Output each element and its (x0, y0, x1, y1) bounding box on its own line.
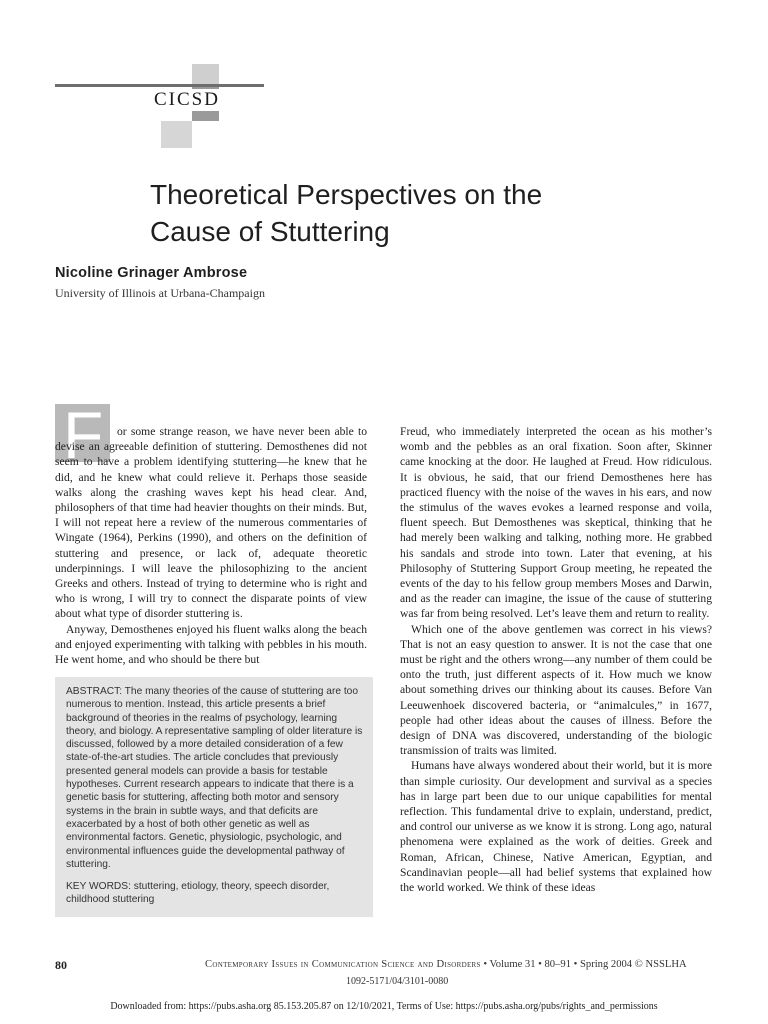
left-paragraph-1: or some strange reason, we have never been able to devise an agreeable definition of stuttering. Demosthenes did not seem to have a problem identifying stuttering—he knew that he did, and he knew what could relieve it. Perhaps those seaside walks along the crashing waves kept his head clear. And, philosophers of that time had heavier thoughts on their minds. But, I will not repeat here a review of the numerous commentaries of Wingate (1964), Perkins (1990), and others on the definition of stuttering and presence, or lack of, adequate theoretic underpinnings. I will leave the philosophizing to the ancient Greeks and others. Instead of trying to determine who is right and who is wrong, I will try to connect the disparate points of view about what type of disorder stuttering is. (55, 425, 367, 621)
journal-logo: CICSD (154, 89, 220, 110)
right-paragraph-1: Freud, who immediately interpreted the ocean as his mother’s womb and the pebbles as an oral fixation. Soon after, Skinner came knocking at the door. He laughed at Freud. How ridiculous. It is obvious, he said, that our friend Demosthenes here has practiced fluency with the noise of the waves in his ears, and now the stimulus of the waves evokes a learned response and voila, fluent speech. But Demosthenes was skeptical, thinking that he had merely been walking and talking, nothing more. He grabbed his sandals and strode into town. Later that evening, at his Philosophy of Stuttering Support Group meeting, he repeated the events of the day to his fellow group members Moses and Darwin, and as the reader can imagine, the issue of the cause of stuttering was far from being resolved. Let’s leave them and return to reality. (400, 425, 712, 621)
page-number: 80 (55, 958, 67, 972)
article-title-line-2: Cause of Stuttering (150, 216, 390, 247)
logo-square-top (192, 64, 219, 86)
author-name: Nicoline Grinager Ambrose (55, 265, 248, 281)
journal-citation (205, 959, 687, 970)
article-title-line-1: Theoretical Perspectives on the (150, 179, 543, 210)
issn: 1092-5171/04/3101-0080 (346, 976, 449, 987)
right-column (400, 424, 712, 895)
drop-cap-letter: F (63, 398, 104, 472)
right-paragraph-3: Humans have always wondered about their world, but it is more than simple curiosity. Our development and survival as a species has in large part been due to our unique capabilities for mental reflection. This fundamental drive to explain, understand, predict, and control our universe as we know it is strong. Long ago, natural phenomena were explained as the work of deities. Greek and Roman, African, Chinese, Native American, Egyptian, and Scandinavian people—all had belief systems that explained how the world worked. We think of these ideas (400, 759, 712, 895)
download-note: Downloaded from: https://pubs.asha.org 85.153.205.87 on 12/10/2021, Terms of Use: https://pubs.asha.org/pubs/rights_and_permissions (110, 1001, 658, 1012)
abstract-text: ABSTRACT: The many theories of the cause of stuttering are too numerous to mention. Instead, this article presents a brief background of theories in the realms of psychology, learning theory, and biology. A representative sampling of older literature is discussed, followed by a more detailed consideration of a few state-of-the-art studies. The article concludes that previously presented general models can provide a basis for testable hypotheses. Current research appears to indicate that there is a genetic basis for stuttering, affecting both motor and sensory systems in the brain in subtle ways, and that deficits are exacerbated by a host of both other genetic as well as environmental factors. Genetic, physiologic, psychologic, and environmental influences guide the developmental pathway of stuttering. (66, 686, 363, 870)
left-paragraph-2: Anyway, Demosthenes enjoyed his fluent walks along the beach and enjoyed experimenting with talking with pebbles in his mouth. He went home, and who should be there but (55, 622, 367, 667)
abstract-box (55, 677, 373, 917)
journal-name: Contemporary Issues in Communication Science and Disorders (205, 959, 481, 970)
key-words: KEY WORDS: stuttering, etiology, theory, speech disorder, childhood stuttering (66, 881, 330, 906)
article-title (150, 176, 590, 250)
logo-rule (55, 84, 264, 87)
logo-square-bottom (161, 121, 192, 148)
author-affiliation: University of Illinois at Urbana-Champaign (55, 286, 265, 300)
journal-volume-info: • Volume 31 • 80–91 • Spring 2004 © NSSLHA (480, 959, 687, 970)
left-column (55, 424, 367, 667)
right-paragraph-2: Which one of the above gentlemen was correct in his views? That is not an easy question to answer. It is not the case that one must be right and the others wrong—any number of them could be onto the truth, just different aspects of it. How much we know about something drives our thinking about its causes. Before Van Leeuwenhoek discovered bacteria, or “animalcules,” in 1677, people had other ideas about the causes of illness. Before the design of DNA was discovered, understanding of the biologic transmission of traits was limited. (400, 622, 712, 758)
